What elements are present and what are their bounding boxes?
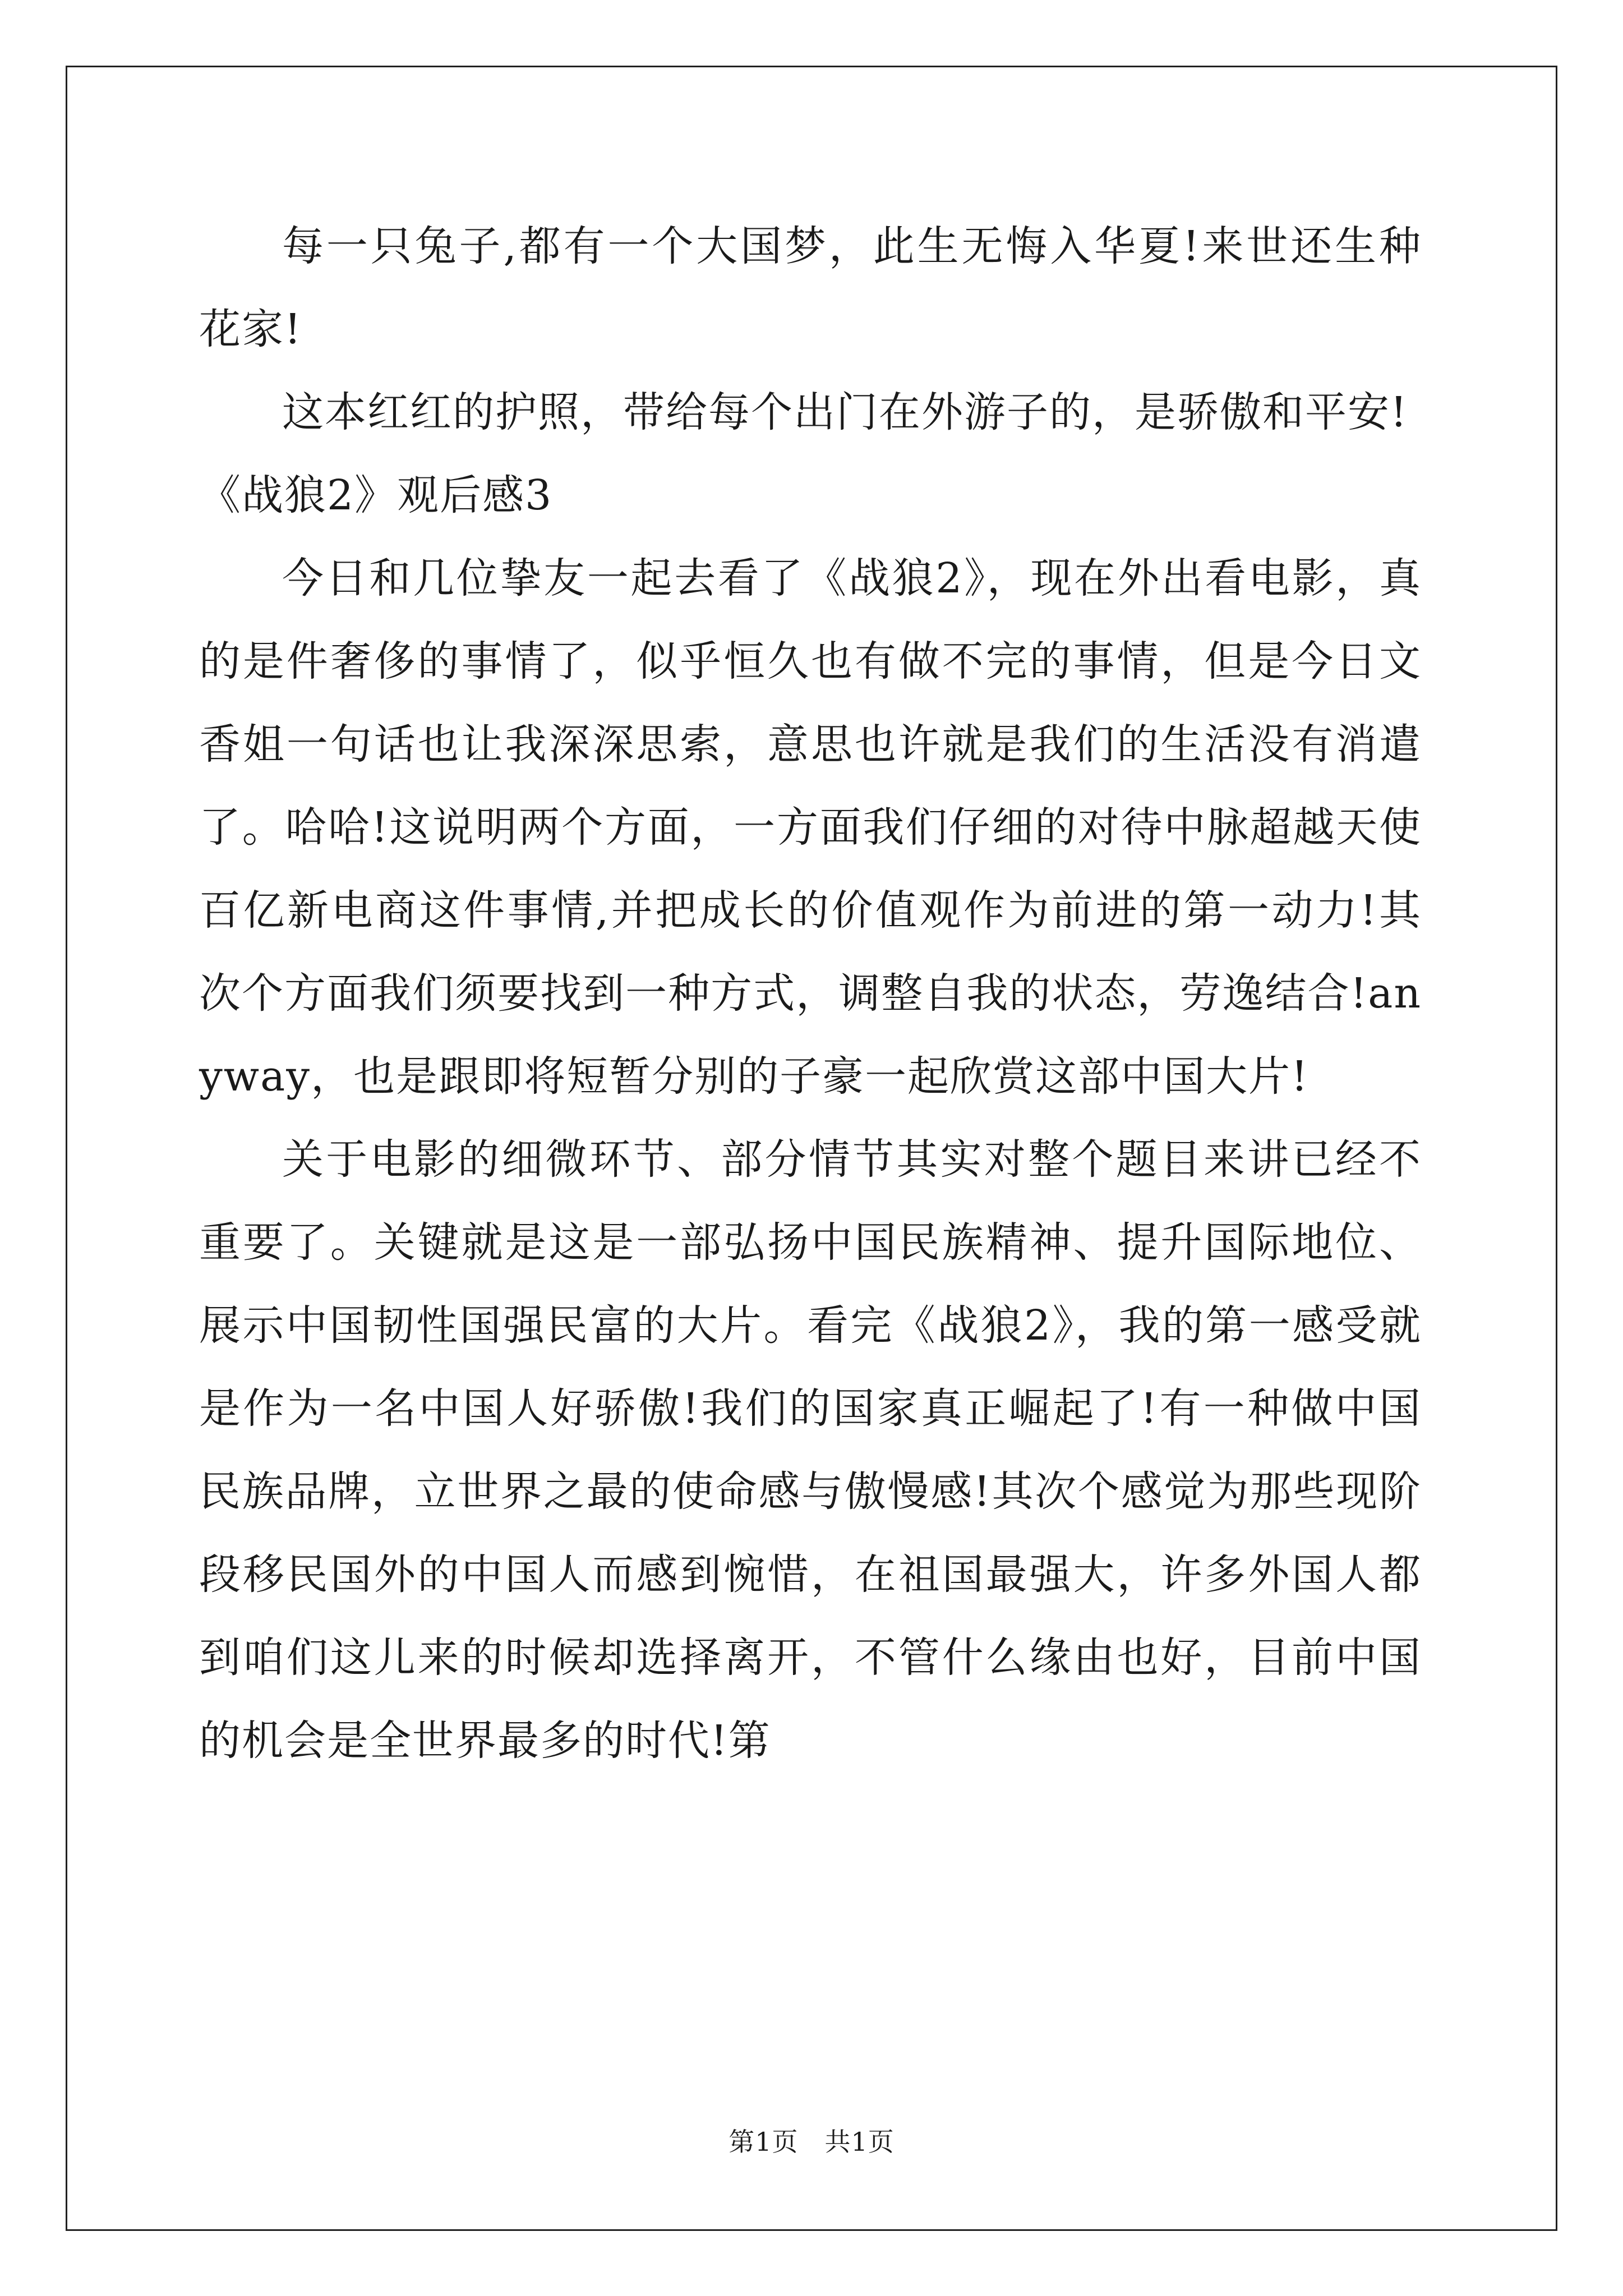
section-title: 《战狼2》观后感3: [199, 471, 553, 519]
paragraph-1: 每一只兔子,都有一个大国梦，此生无悔入华夏!来世还生种花家!: [199, 222, 1422, 353]
paragraph-2: 这本红红的护照，带给每个出门在外游子的，是骄傲和平安!: [282, 388, 1408, 436]
document-body: [199, 205, 1422, 1782]
paragraph-4: 关于电影的细微环节、部分情节其实对整个题目来讲已经不重要了。关键就是这是一部弘扬中国民族精神、提升国际地位、展示中国韧性国强民富的大片。看完《战狼2》，我的第一感受就是作为一名中国人好骄傲!我们的国家真正崛起了!有一种做中国民族品牌，立世界之最的使命感与傲慢感!其次个感觉为那些现阶段移民国外的中国人而感到惋惜，在祖国最强大，许多外国人都到咱们这儿来的时候却选择离开，不管什么缘由也好，目前中国的机会是全世界最多的时代!第: [199, 1135, 1422, 1765]
paragraph-3: 今日和几位挚友一起去看了《战狼2》，现在外出看电影，真的是件奢侈的事情了，似乎恒久也有做不完的事情，但是今日文香姐一句话也让我深深思索，意思也许就是我们的生活没有消遣了。哈哈!这说明两个方面，一方面我们仔细的对待中脉超越天使百亿新电商这件事情,并把成长的价值观作为前进的第一动力!其次个方面我们须要找到一种方式，调整自我的状态，劳逸结合!anyway，也是跟即将短暂分别的子豪一起欣赏这部中国大片!: [199, 554, 1422, 1101]
page-footer: 第1页 共1页: [728, 2127, 895, 2157]
